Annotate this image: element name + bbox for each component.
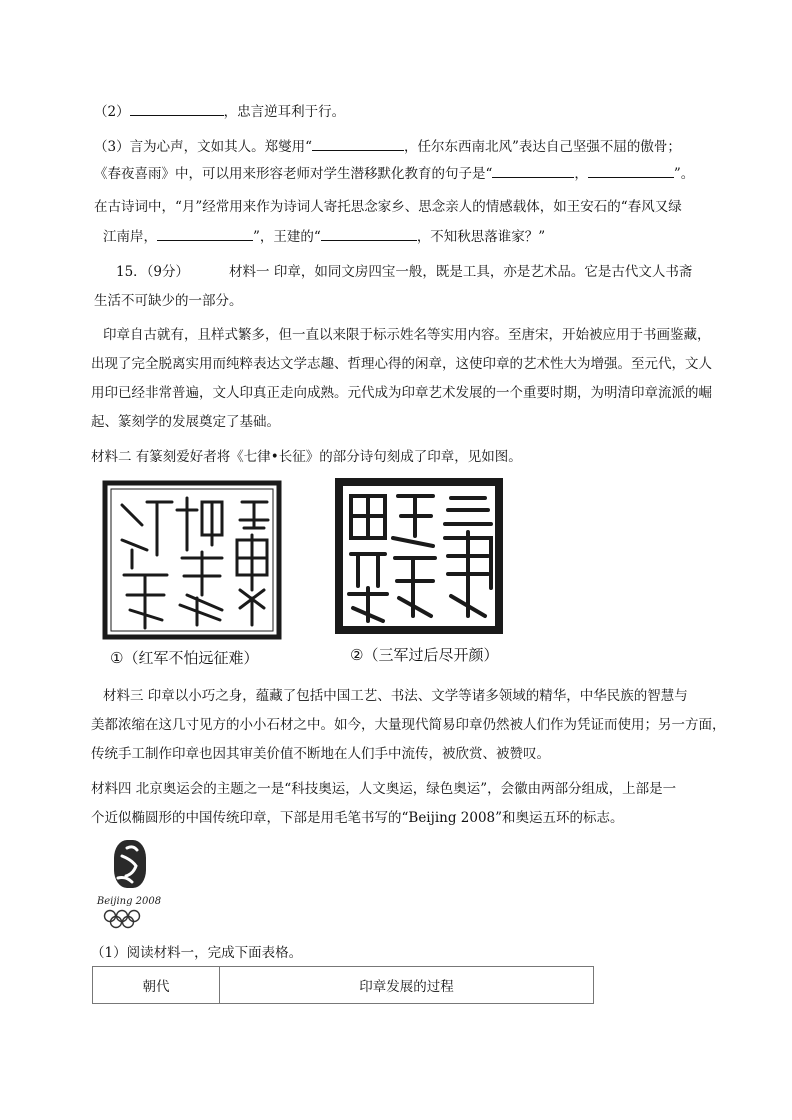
q2-suffix: ，忠言逆耳利于行。 — [223, 104, 346, 120]
mat3-line3 — [91, 742, 550, 762]
mat4-line1 — [91, 777, 676, 797]
moon-blank2[interactable] — [321, 226, 417, 241]
mat4-line2 — [91, 806, 624, 826]
seal2-caption: ②（三军过后尽开颜） — [350, 646, 499, 664]
beijing-2008-emblem — [94, 838, 164, 930]
q3-text4: ， — [574, 166, 588, 182]
q2-prefix: （2） — [94, 104, 130, 120]
table-header-dynasty: 朝代 — [93, 967, 220, 1004]
mat1-intro2: 生活不可缺少的一部分。 — [94, 293, 243, 309]
mat3-text: 美都浓缩在这几寸见方的小小石材之中。如今，大量现代简易印章仍然被人们作为凭证而使用；另一方面， — [91, 717, 726, 733]
q3-text1: （3）言为心声，文如其人。郑燮用“ — [94, 139, 312, 155]
mat3-text: 材料三 印章以小巧之身，蕴藏了包括中国工艺、书法、文学等诸多领域的精华，中华民族的智慧与 — [103, 688, 688, 704]
mat4-text: 个近似椭圆形的中国传统印章，下部是用毛笔书写的“Beijing 2008”和奥运五环的标志。 — [91, 810, 624, 826]
q3-blank1[interactable] — [312, 136, 404, 151]
q15-line2 — [94, 289, 243, 309]
para1-line3 — [91, 381, 712, 401]
q2-blank[interactable] — [130, 101, 224, 116]
para1-line2 — [91, 352, 712, 372]
q15-line1 — [116, 260, 692, 280]
q3-text3: 《春夜喜雨》中，可以用来形容老师对学生潜移默化教育的句子是“ — [94, 166, 493, 182]
para1-text: 起、篆刻学的发展奠定了基础。 — [91, 414, 280, 430]
seal-image-2 — [333, 476, 505, 636]
answer-table — [92, 966, 594, 1004]
q15-number: 15．（9分） — [116, 264, 190, 280]
mat3-line2 — [91, 713, 726, 733]
para1-line4 — [91, 410, 280, 430]
para1-line1 — [103, 323, 711, 343]
q2-line — [94, 100, 345, 120]
table-header-row — [93, 967, 594, 1004]
sub1-line — [91, 941, 302, 961]
moon-text4: ，不知秋思落谁家？” — [416, 229, 546, 245]
moon-line2 — [103, 225, 545, 245]
seal-image-1 — [102, 480, 282, 640]
para1-text: 印章自古就有，且样式繁多，但一直以来限于标示姓名等实用内容。至唐宋，开始被应用于书画鉴藏， — [103, 327, 711, 343]
q3-text2: ，任尔东西南北风”表达自己坚强不屈的傲骨； — [404, 139, 681, 155]
q3-text5: ”。 — [673, 166, 695, 182]
moon-text3: ”，王建的“ — [253, 229, 321, 245]
mat3-text: 传统手工制作印章也因其审美价值不断地在人们手中流传，被欣赏、被赞叹。 — [91, 746, 550, 762]
mat2-line — [91, 445, 522, 465]
mat4-text: 材料四 北京奥运会的主题之一是“科技奥运，人文奥运，绿色奥运”，会徽由两部分组成，上部是一 — [91, 781, 677, 797]
moon-blank1[interactable] — [157, 226, 253, 241]
moon-text1: 在古诗词中，“月”经常用来作为诗词人寄托思念家乡、思念亲人的情感载体，如王安石的“春风又绿 — [94, 199, 682, 215]
q3-blank2[interactable] — [492, 163, 574, 178]
q3-line1 — [94, 135, 681, 155]
para1-text: 用印已经非常普遍，文人印真正走向成熟。元代成为印章艺术发展的一个重要时期，为明清印章流派的崛 — [91, 385, 712, 401]
mat1-intro: 材料一 印章，如同文房四宝一般，既是工具，亦是艺术品。它是古代文人书斋 — [229, 264, 693, 280]
logo-text: Beijing 2008 — [96, 896, 162, 907]
para1-text: 出现了完全脱离实用而纯粹表达文学志趣、哲理心得的闲章，这使印章的艺术性大为增强。至元代，文人 — [91, 356, 712, 372]
q3-blank3[interactable] — [588, 163, 674, 178]
table-header-process: 印章发展的过程 — [220, 967, 594, 1004]
mat2-text: 材料二 有篆刻爱好者将《七律•长征》的部分诗句刻成了印章，见如图。 — [91, 449, 522, 465]
moon-line1 — [94, 195, 682, 215]
sub1-text: （1）阅读材料一，完成下面表格。 — [91, 945, 303, 961]
seal1-caption: ①（红军不怕远征难） — [110, 649, 259, 667]
moon-text2: 江南岸， — [103, 229, 157, 245]
mat3-line1 — [103, 684, 688, 704]
q3-line2 — [94, 162, 694, 182]
